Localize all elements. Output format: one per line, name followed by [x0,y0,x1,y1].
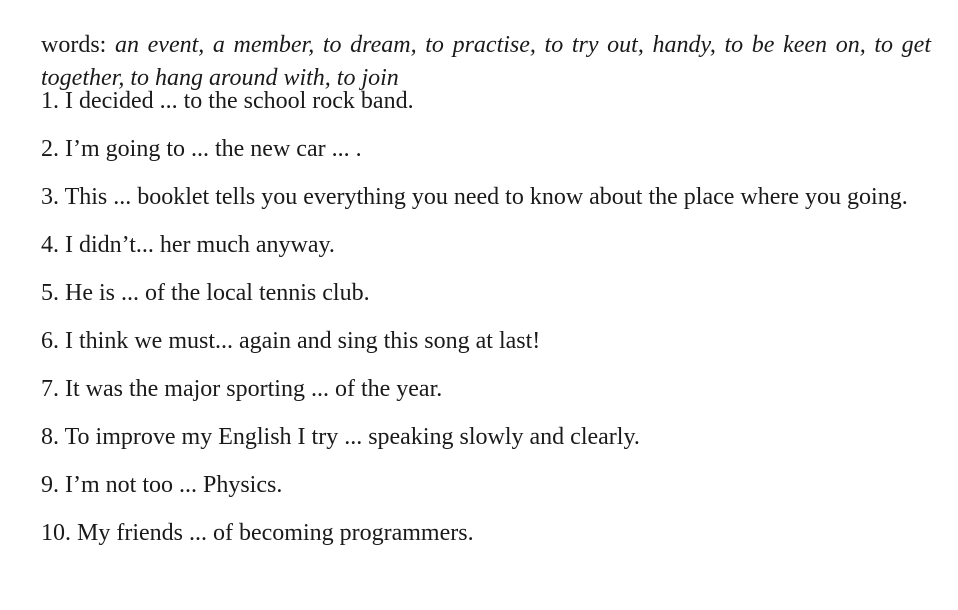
exercise-item: 9. I’m not too ... Physics. [41,472,283,498]
exercise-item: 5. He is ... of the local tennis club. [41,280,370,306]
exercise-item: 4. I didn’t... her much anyway. [41,232,335,258]
exercise-item: 1. I decided ... to the school rock band. [41,88,414,114]
exercise-item: 2. I’m going to ... the new car ... . [41,136,362,162]
exercise-list [41,85,931,550]
exercise-item: 8. To improve my English I try ... speaking slowly and clearly. [41,424,640,450]
exercise-item: 10. My friends ... of becoming programmers. [41,520,474,546]
exercise-item: 6. I think we must... again and sing this song at last! [41,328,541,354]
exercise-item: 3. This ... booklet tells you everything you need to know about the place where you going. [41,184,908,210]
instructions-lead: words: [41,32,115,58]
word-list: an event, a member, to dream, to practise, to try out, handy, to be keen on, to get together, to hang around with, to join [41,32,931,91]
exercise-item: 7. It was the major sporting ... of the year. [41,376,443,402]
